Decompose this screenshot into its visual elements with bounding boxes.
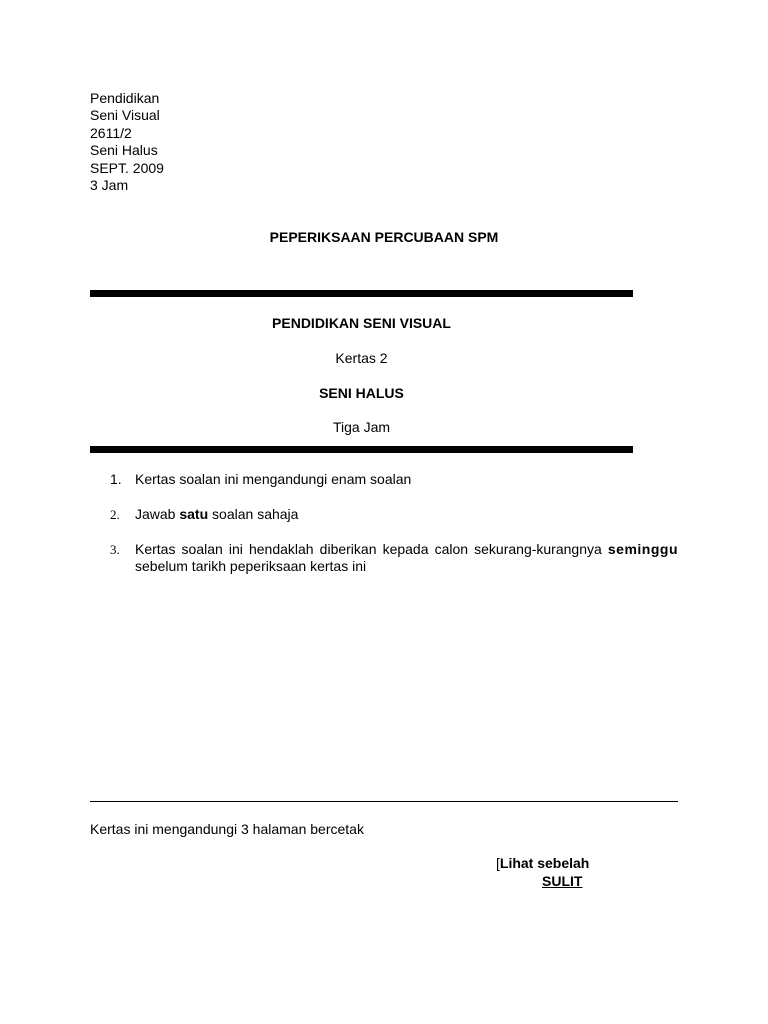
instruction-number: 2. xyxy=(110,506,120,522)
header-line-code: 2611/2 xyxy=(90,124,132,141)
instruction-emphasis: satu xyxy=(179,505,209,522)
divider-top xyxy=(90,290,633,297)
turn-over-bracket: [ xyxy=(496,855,500,871)
instruction-item xyxy=(110,540,686,576)
duration-text: Tiga Jam xyxy=(332,419,391,435)
instructions-list xyxy=(110,471,686,576)
instruction-item xyxy=(110,471,678,488)
header-line-component: Seni Halus xyxy=(90,142,158,159)
instruction-text-end: sebelum tarikh peperiksaan kertas ini xyxy=(135,540,686,575)
exam-title: PEPERIKSAAN PERCUBAAN SPM xyxy=(269,229,499,245)
instruction-emphasis: seminggu xyxy=(607,540,678,557)
divider-bottom xyxy=(90,446,633,453)
instruction-number: 1. xyxy=(110,471,122,487)
instruction-number: 3. xyxy=(110,541,120,557)
component-title: SENI HALUS xyxy=(319,385,404,401)
header-line-duration: 3 Jam xyxy=(90,177,129,194)
subject-title: PENDIDIKAN SENI VISUAL xyxy=(272,315,451,331)
instruction-text xyxy=(135,506,678,523)
turn-over-note xyxy=(496,855,589,871)
header-line-subject-cont: Seni Visual xyxy=(90,107,160,124)
page-count-note: Kertas ini mengandungi 3 halaman bercetak xyxy=(90,821,364,837)
footer-divider xyxy=(90,801,678,802)
classification-label: SULIT xyxy=(542,873,583,889)
instruction-item xyxy=(110,506,678,523)
paper-number: Kertas 2 xyxy=(335,350,388,366)
header-info xyxy=(90,90,164,194)
instruction-text xyxy=(135,540,686,576)
header-line-date: SEPT. 2009 xyxy=(90,159,164,176)
instruction-text-start: Jawab xyxy=(135,505,180,522)
instruction-text-start: Kertas soalan ini hendaklah diberikan kepada calon sekurang-kurangnya xyxy=(135,540,608,557)
instruction-text-end: soalan sahaja xyxy=(208,505,299,522)
instruction-text: Kertas soalan ini mengandungi enam soalan xyxy=(135,471,412,487)
header-line-subject: Pendidikan xyxy=(90,90,160,106)
turn-over-text: Lihat sebelah xyxy=(499,855,590,871)
